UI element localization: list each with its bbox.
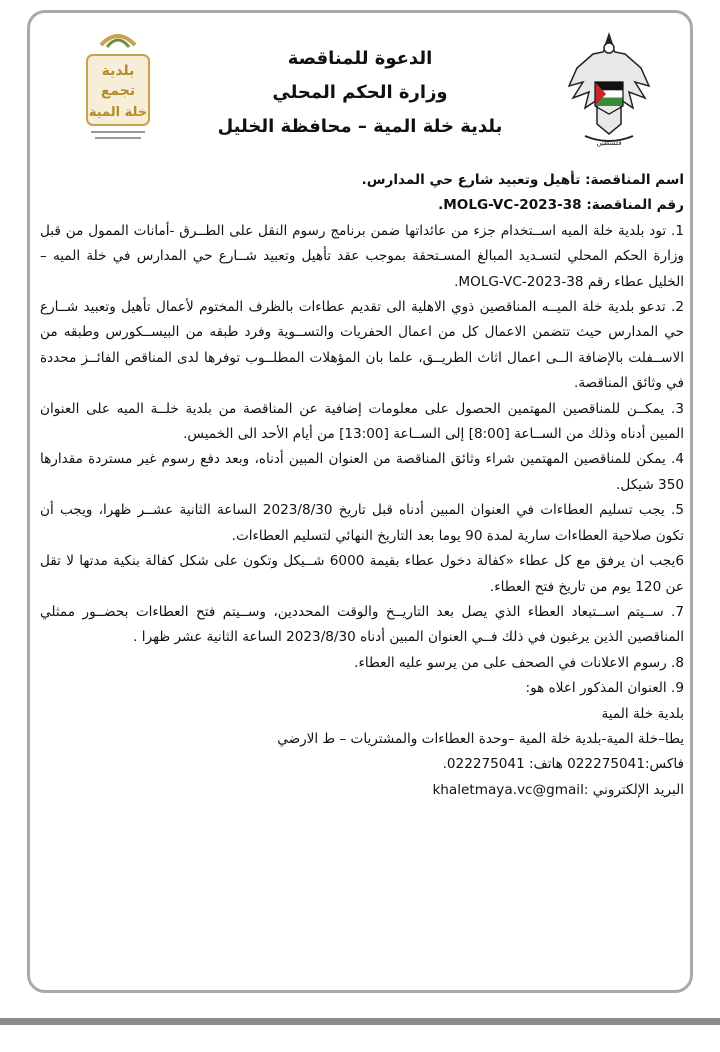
logo-text-2: تجمع xyxy=(100,83,136,99)
logo-text-1: بلدية xyxy=(101,63,135,79)
fax-phone: فاكس:022275041 هاتف: 022275041. xyxy=(442,756,684,773)
tender-item-4: 4. يمكن للمناقصين المهتمين شراء وثائق المناقصة من العنوان المبين أدناه، وبعد دفع رسوم غير مستردة مقدارها 350 شيكل. xyxy=(40,451,684,493)
tender-invitation-title: الدعوة للمناقصة xyxy=(287,48,433,69)
tender-name: اسم المناقصة: تأهيل وتعبيد شارع حي المدارس. xyxy=(361,172,684,188)
palestine-eagle-emblem-icon xyxy=(563,24,655,152)
municipality-logo-icon xyxy=(83,27,153,147)
tender-item-5: 5. يجب تسليم العطاءات في العنوان المبين أدناه قبل تاريخ 2023/8/30 الساعة الثانية عشــر ظهرا، ويجب أن تكون صلاحية العطاءات سارية لمدة 90 يوما بعد التاريخ النهائي لتسليم العطاءات. xyxy=(40,502,684,544)
bottom-divider xyxy=(0,1018,720,1025)
tender-item-1: 1. تود بلدية خلة الميه اســتخدام جزء من عائداتها ضمن برنامج رسوم النقل على الطــرق -أمانات الممول من قبل وزارة الحكم المحلي لتسـديد المبالغ المسـتحقة بموجب عقد تأهيل وتعبيد شــارع حي المدارس في خلة الميه – الخليل عطاء رقم MOLG-VC-2023-38. xyxy=(40,222,684,290)
tender-item-9: 9. العنوان المذكور اعلاه هو: xyxy=(525,680,684,697)
address-line: يطا–خلة المية-بلدية خلة المية –وحدة العطاءات والمشتريات – ط الارضي xyxy=(277,730,684,747)
logo-text-3: خلة المية xyxy=(88,105,148,120)
tender-item-3: 3. يمكــن للمناقصين المهتمين الحصول على معلومات إضافية عن المناقصة من بلدية خلــة الميه على العنوان المبين أدناه وذلك من الســاعة [8:00] إلى الســاعة [13:00] من أيام الأحد الى الخميس. xyxy=(40,400,684,443)
ministry-name: وزارة الحكم المحلي xyxy=(272,82,448,103)
tender-item-7: 7. ســيتم اســتبعاد العطاء الذي يصل بعد التاريــخ والوقت المحددين، وســيتم فتح العطاءات بحضــور ممثلي المناقصين الذين يرغبون في ذلك فــي العنوان المبين أدناه 2023/8/30 الساعة الثانية عشر ظهرا . xyxy=(40,603,684,646)
tender-item-2: 2. تدعو بلدية خلة الميــه المناقصين ذوي الاهلية الى تقديم عطاءات بالظرف المختوم لأعمال تأهيل وتعبيد شــارع حي المدارس حيث تتضمن الاعمال كل من اعمال الحفريات والتســوية وفرد طبقه من البيســكورس وطبقه من الاســفلت بالإضافة الــى اعمال اثاث الطريــق، علما بان المؤهلات المطلــوب توفرها لدى المناقص الفائــز محددة في وثائق المناقصة. xyxy=(40,299,684,392)
address-name: بلدية خلة المية xyxy=(601,705,684,722)
emblem-caption: فلسطين xyxy=(596,139,622,147)
tender-item-6: 6يجب ان يرفق مع كل عطاء «كفالة دخول عطاء بقيمة 6000 شــيكل وتكون على شكل كفالة بنكية مدتها لا تقل عن 120 يوم من تاريخ فتح العطاء. xyxy=(40,553,684,595)
tender-item-8: 8. رسوم الاعلانات في الصحف على من يرسو عليه العطاء. xyxy=(354,654,684,671)
email-address: البريد الإلكتروني :khaletmaya.vc@gmail xyxy=(432,781,684,798)
tender-number: رقم المناقصة: MOLG-VC-2023-38. xyxy=(438,197,684,214)
tender-body xyxy=(40,168,684,803)
document-header xyxy=(165,42,555,144)
municipality-name: بلدية خلة المية – محافظة الخليل xyxy=(217,116,503,137)
